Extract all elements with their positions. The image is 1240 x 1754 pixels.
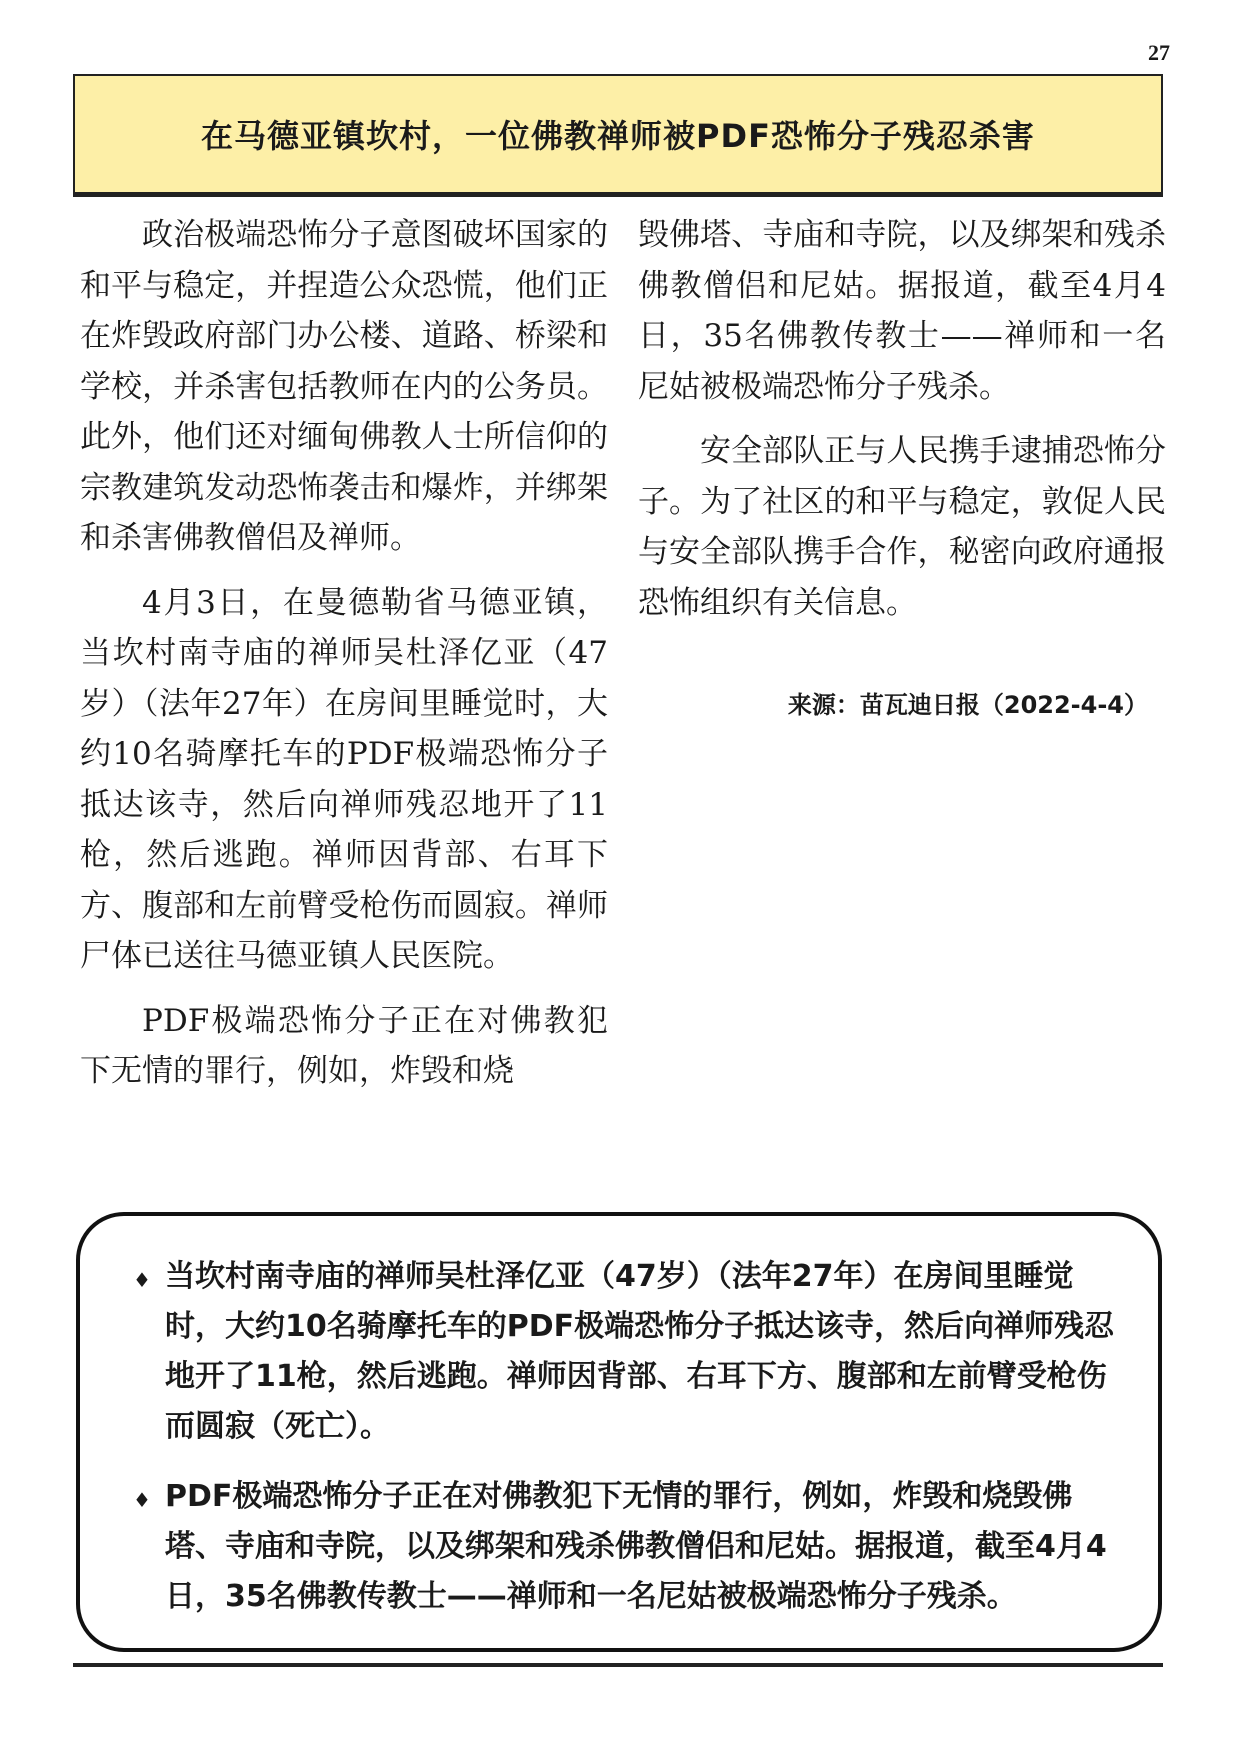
right-column [638, 210, 1166, 745]
paragraph-4: 安全部队正与人民携手逮捕恐怖分子。为了社区的和平与稳定，敦促人民与安全部队携手合作，秘密向政府通报恐怖组织有关信息。 [638, 433, 1166, 621]
paragraph-3: PDF极端恐怖分子正在对佛教犯下无情的罪行，例如，炸毁和烧 [80, 1002, 608, 1089]
summary-item-text: PDF极端恐怖分子正在对佛教犯下无情的罪行，例如，炸毁和烧毁佛塔、寺庙和寺院，以及绑架和残杀佛教僧侣和尼姑。据报道，截至4月4日，35名佛教传教士——禅师和一名尼姑被极端恐怖分子残杀。 [165, 1479, 1107, 1614]
paragraph-2: 4月3日，在曼德勒省马德亚镇，当坎村南寺庙的禅师吴杜泽亿亚（47岁）（法年27年）在房间里睡觉时，大约10名骑摩托车的PDF极端恐怖分子抵达该寺，然后向禅师残忍地开了11枪，然后逃跑。禅师因背部、右耳下方、腹部和左前臂受枪伤而圆寂。禅师尸体已送往马德亚镇人民医院。 [80, 584, 608, 974]
summary-box [76, 1212, 1162, 1652]
paragraph-1: 政治极端恐怖分子意图破坏国家的和平与稳定，并捏造公众恐慌，他们正在炸毁政府部门办公楼、道路、桥梁和学校，并杀害包括教师在内的公务员。此外，他们还对缅甸佛教人士所信仰的宗教建筑发动恐怖袭击和爆炸，并绑架和杀害佛教僧侣及禅师。 [80, 217, 608, 556]
article-title: 在马德亚镇坎村，一位佛教禅师被PDF恐怖分子残忍杀害 [201, 117, 1035, 155]
bottom-rule [73, 1663, 1163, 1667]
title-underline [73, 193, 1163, 197]
summary-item-text: 当坎村南寺庙的禅师吴杜泽亿亚（47岁）（法年27年）在房间里睡觉时，大约10名骑摩托车的PDF极端恐怖分子抵达该寺，然后向禅师残忍地开了11枪，然后逃跑。禅师因背部、右耳下方、腹部和左前臂受枪伤而圆寂（死亡）。 [165, 1259, 1115, 1444]
diamond-bullet-icon: ♦ [133, 1488, 151, 1512]
summary-list [135, 1252, 1128, 1622]
summary-item [135, 1252, 1128, 1452]
title-box [73, 74, 1163, 194]
diamond-bullet-icon: ♦ [133, 1268, 151, 1292]
left-column [80, 210, 608, 1111]
paragraph-3-continued: 毁佛塔、寺庙和寺院，以及绑架和残杀佛教僧侣和尼姑。据报道，截至4月4日，35名佛教传教士——禅师和一名尼姑被极端恐怖分子残杀。 [638, 217, 1166, 405]
summary-item [135, 1472, 1128, 1622]
page-number: 27 [1148, 40, 1170, 65]
source-citation: 来源：苗瓦迪日报（2022-4-4） [787, 691, 1148, 719]
